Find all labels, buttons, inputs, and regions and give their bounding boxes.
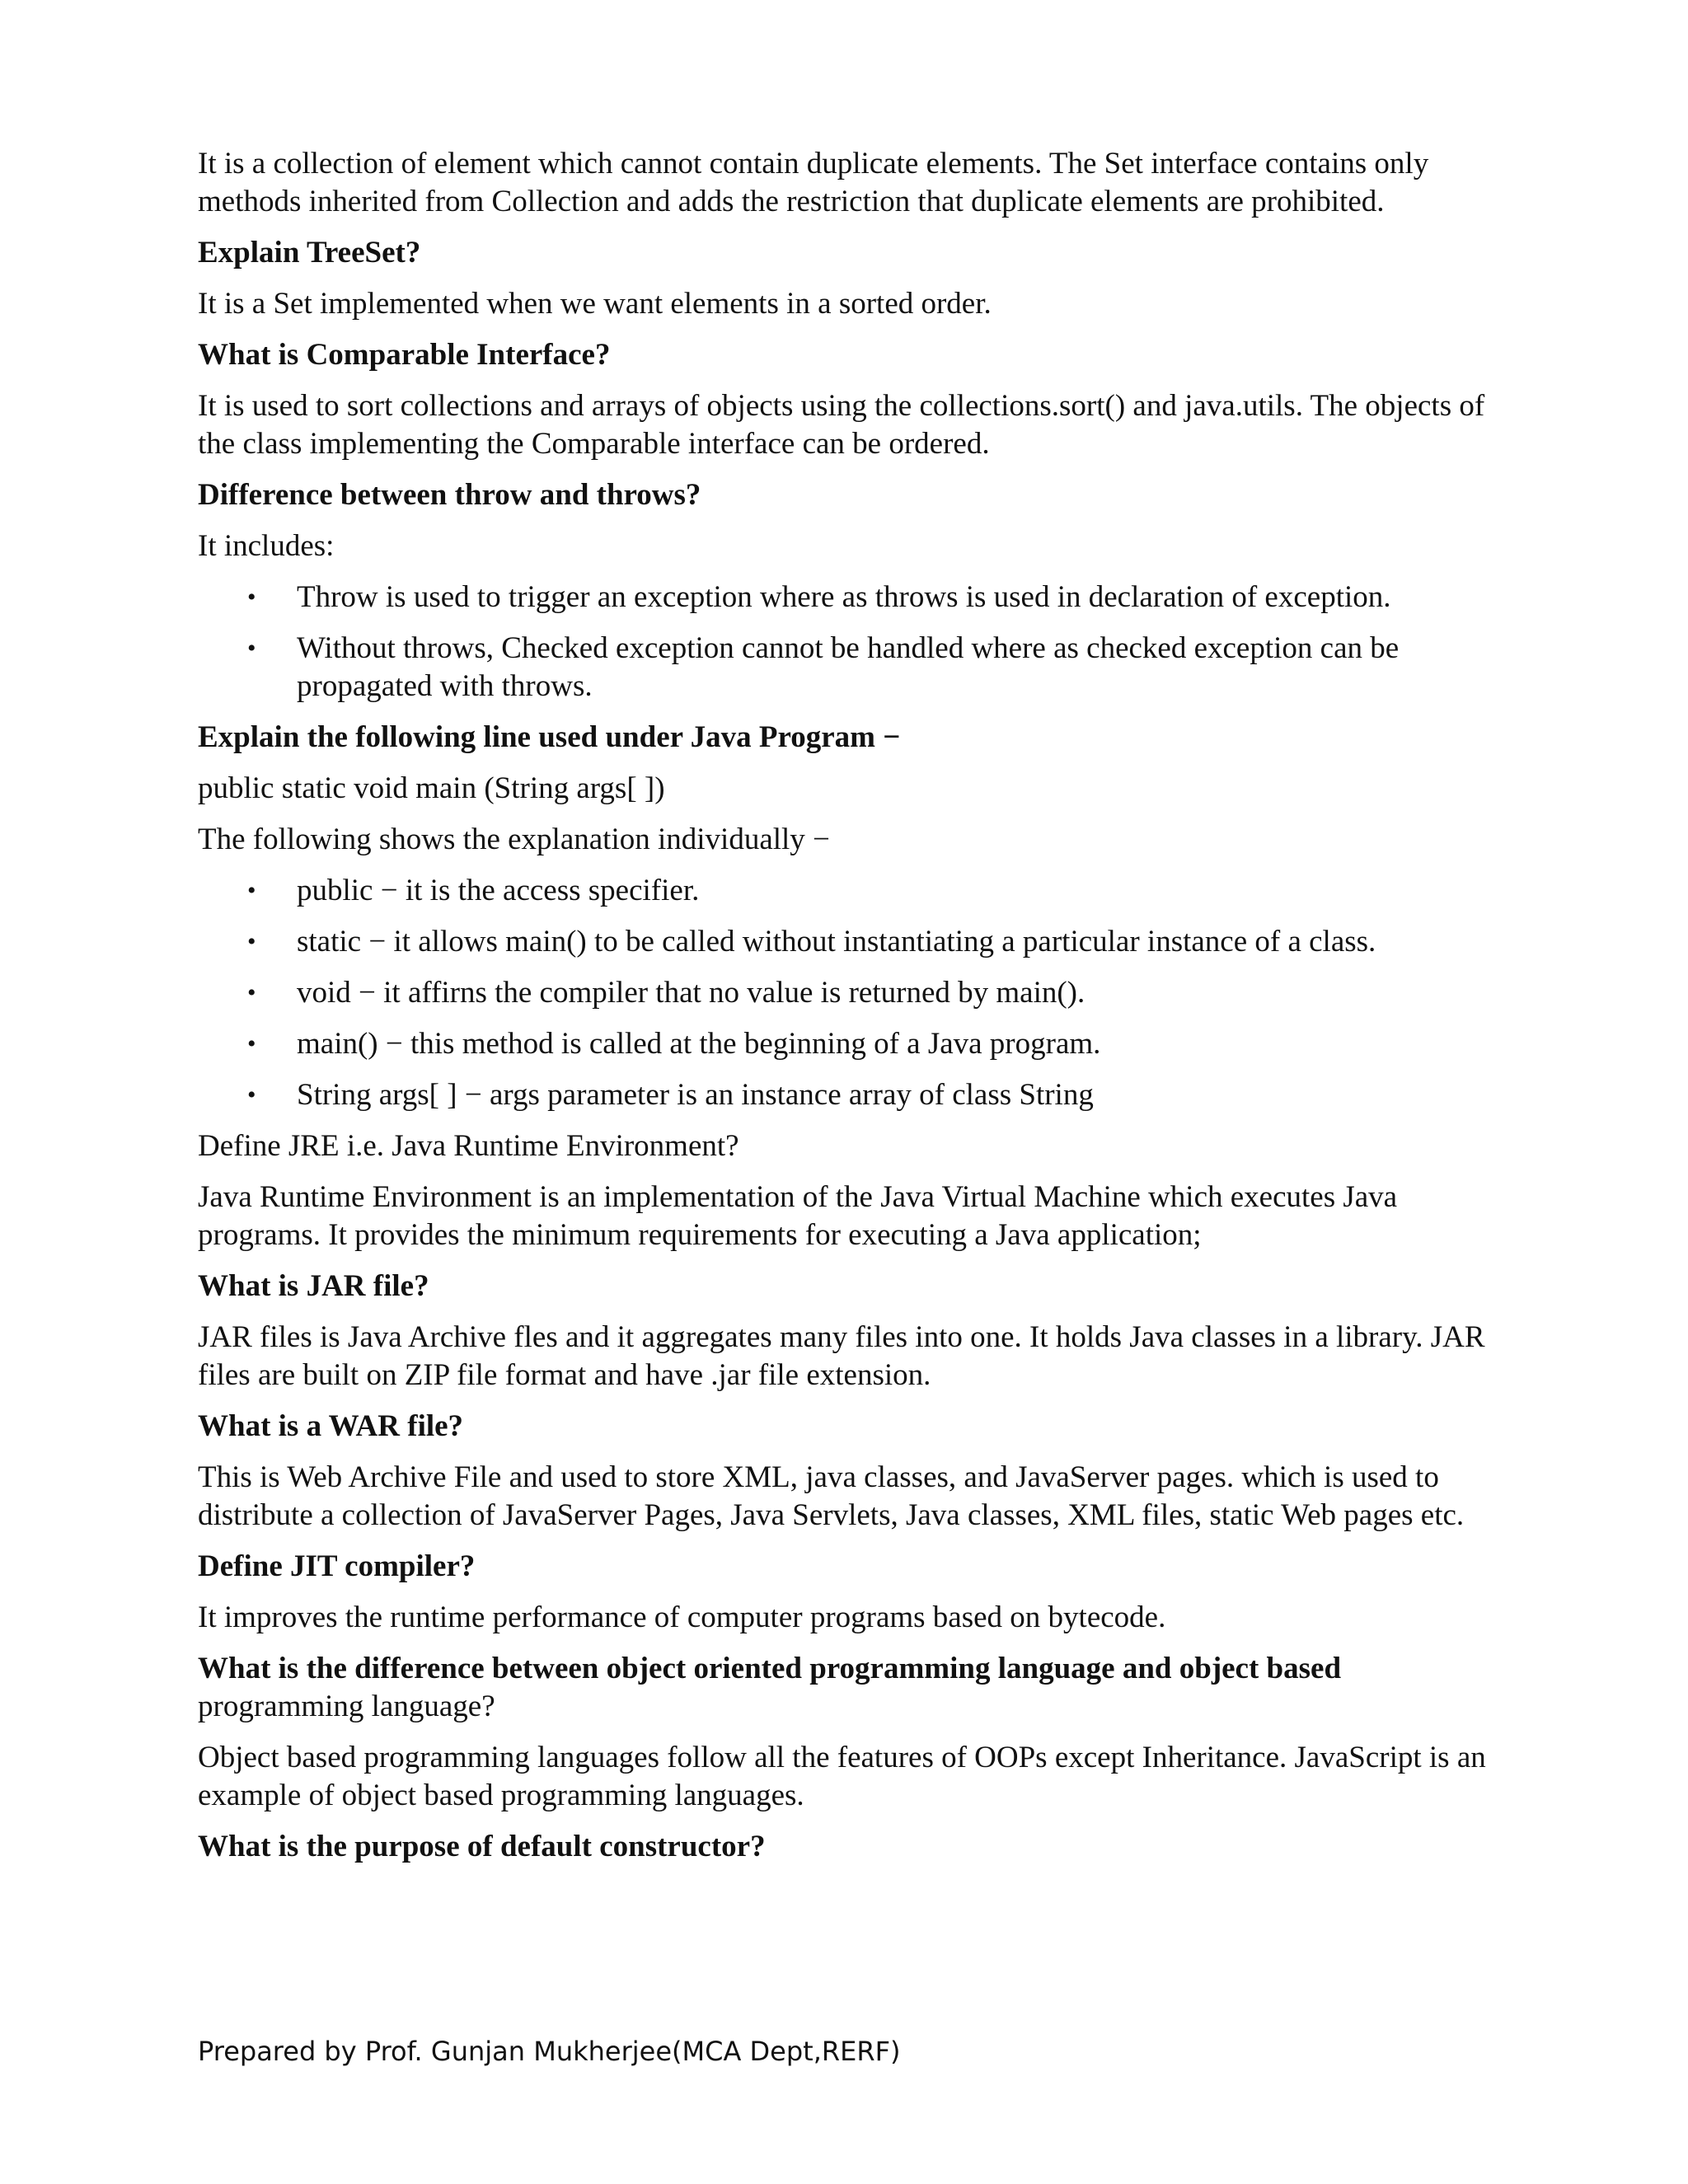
list-item: • Throw is used to trigger an exception where as throws is used in declaration of exception.: [198, 579, 1500, 616]
includes-label: It includes:: [198, 529, 335, 563]
question-oop-bold: What is the difference between object oriented programming language and object based: [198, 1652, 1342, 1685]
treeset-answer: It is a Set implemented when we want elements in a sorted order.: [198, 287, 992, 321]
set-answer: It is a collection of element which cannot contain duplicate elements. The Set interface contains only methods inherited from Collection and adds the restriction that duplicate elements are prohibited.: [198, 147, 1429, 218]
question-comparable: What is Comparable Interface?: [198, 338, 611, 372]
list-item: • String args[ ] − args parameter is an instance array of class String: [198, 1076, 1500, 1114]
war-answer: This is Web Archive File and used to store XML, java classes, and JavaServer pages. which is used to distribute a collection of JavaServer Pages, Java Servlets, Java classes, XML files, static Web pages etc.: [198, 1460, 1465, 1532]
bullet-icon: •: [247, 583, 256, 611]
main-explanation-list: [198, 872, 1500, 1114]
question-throw-throws: Difference between throw and throws?: [198, 478, 701, 512]
bullet-icon: •: [247, 1030, 256, 1057]
question-default-constructor: What is the purpose of default constructor?: [198, 1830, 766, 1863]
question-jre: Define JRE i.e. Java Runtime Environment?: [198, 1129, 739, 1163]
question-oop-rest: programming language?: [198, 1690, 495, 1723]
question-jar: What is JAR file?: [198, 1269, 429, 1303]
jar-answer: JAR files is Java Archive fles and it aggregates many files into one. It holds Java classes in a library. JAR files are built on ZIP file format and have .jar file extension.: [198, 1320, 1485, 1392]
question-treeset: Explain TreeSet?: [198, 236, 421, 269]
list-item: • void − it affirns the compiler that no value is returned by main().: [198, 974, 1500, 1012]
document-body: [198, 145, 1500, 1879]
bullet-icon: •: [247, 928, 256, 955]
list-item: • static − it allows main() to be called without instantiating a particular instance of a class.: [198, 923, 1500, 961]
page-footer: Prepared by Prof. Gunjan Mukherjee(MCA Dept,RERF): [198, 2036, 901, 2067]
jit-answer: It improves the runtime performance of computer programs based on bytecode.: [198, 1601, 1166, 1634]
question-jit: Define JIT compiler?: [198, 1549, 476, 1583]
throw-list: [198, 579, 1500, 705]
list-item: • Without throws, Checked exception cannot be handled where as checked exception can be propagated with throws.: [247, 631, 1400, 703]
bullet-icon: •: [247, 635, 256, 662]
list-item: • public − it is the access specifier.: [198, 872, 1500, 910]
oop-answer: Object based programming languages follow all the features of OOPs except Inheritance. JavaScript is an example of object based programming languages.: [198, 1741, 1486, 1812]
jre-answer: Java Runtime Environment is an implementation of the Java Virtual Machine which executes Java programs. It provides the minimum requirements for executing a Java application;: [198, 1180, 1398, 1252]
bullet-icon: •: [247, 877, 256, 904]
bullet-icon: •: [247, 979, 256, 1006]
main-signature: public static void main (String args[ ]): [198, 771, 665, 805]
question-main-line: Explain the following line used under Java Program −: [198, 720, 901, 754]
question-war: What is a WAR file?: [198, 1409, 464, 1443]
question-oop: [198, 1650, 1500, 1726]
explanation-intro: The following shows the explanation individually −: [198, 823, 830, 856]
comparable-answer: It is used to sort collections and arrays of objects using the collections.sort() and java.utils. The objects of the class implementing the Comparable interface can be ordered.: [198, 389, 1485, 461]
bullet-icon: •: [247, 1081, 256, 1108]
list-item: • main() − this method is called at the beginning of a Java program.: [198, 1025, 1500, 1063]
